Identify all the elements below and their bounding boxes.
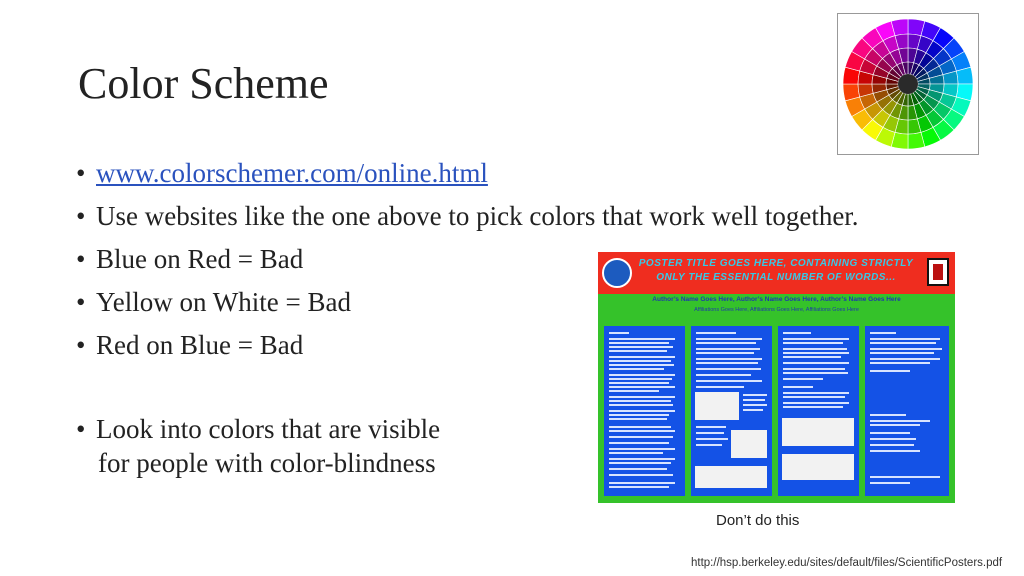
slide-title: Color Scheme — [78, 59, 329, 108]
poster-column-2 — [691, 326, 772, 496]
bullet-item: • Blue on Red = Bad — [76, 244, 304, 274]
poster-affiliations: Affiliations Goes Here, Affiliations Goes Here, Affiliations Goes Here — [694, 307, 859, 313]
color-wheel-image — [837, 13, 979, 155]
poster-title: POSTER TITLE GOES HERE, CONTAINING STRICTLY ONLY THE ESSENTIAL NUMBER OF WORDS... — [638, 258, 914, 283]
poster-logo-left-icon — [602, 258, 632, 288]
poster-column-4 — [865, 326, 949, 496]
color-wheel-center — [898, 74, 918, 94]
bullet-item: • Red on Blue = Bad — [76, 330, 304, 360]
source-url[interactable]: http://hsp.berkeley.edu/sites/default/files/ScientificPosters.pdf — [691, 557, 1003, 569]
poster-caption: Don’t do this — [716, 512, 800, 529]
bullet-item: • Yellow on White = Bad — [76, 287, 351, 317]
poster-authors: Author’s Name Goes Here, Author’s Name Goes Here, Author’s Name Goes Here — [652, 296, 901, 303]
poster-column-3 — [778, 326, 859, 496]
bullet-item: • Use websites like the one above to pick colors that work well together. — [76, 201, 859, 231]
poster-logo-right-icon — [927, 258, 949, 286]
color-wheel-icon — [843, 19, 973, 149]
color-blindness-bullet: • Look into colors that are visible for people with color-blindness — [76, 414, 441, 478]
poster-column-1 — [604, 326, 685, 496]
colorschemer-link[interactable]: www.colorschemer.com/online.html — [96, 158, 488, 188]
bullet-item-link: • www.colorschemer.com/online.html — [76, 158, 488, 188]
example-poster-image — [598, 252, 955, 503]
